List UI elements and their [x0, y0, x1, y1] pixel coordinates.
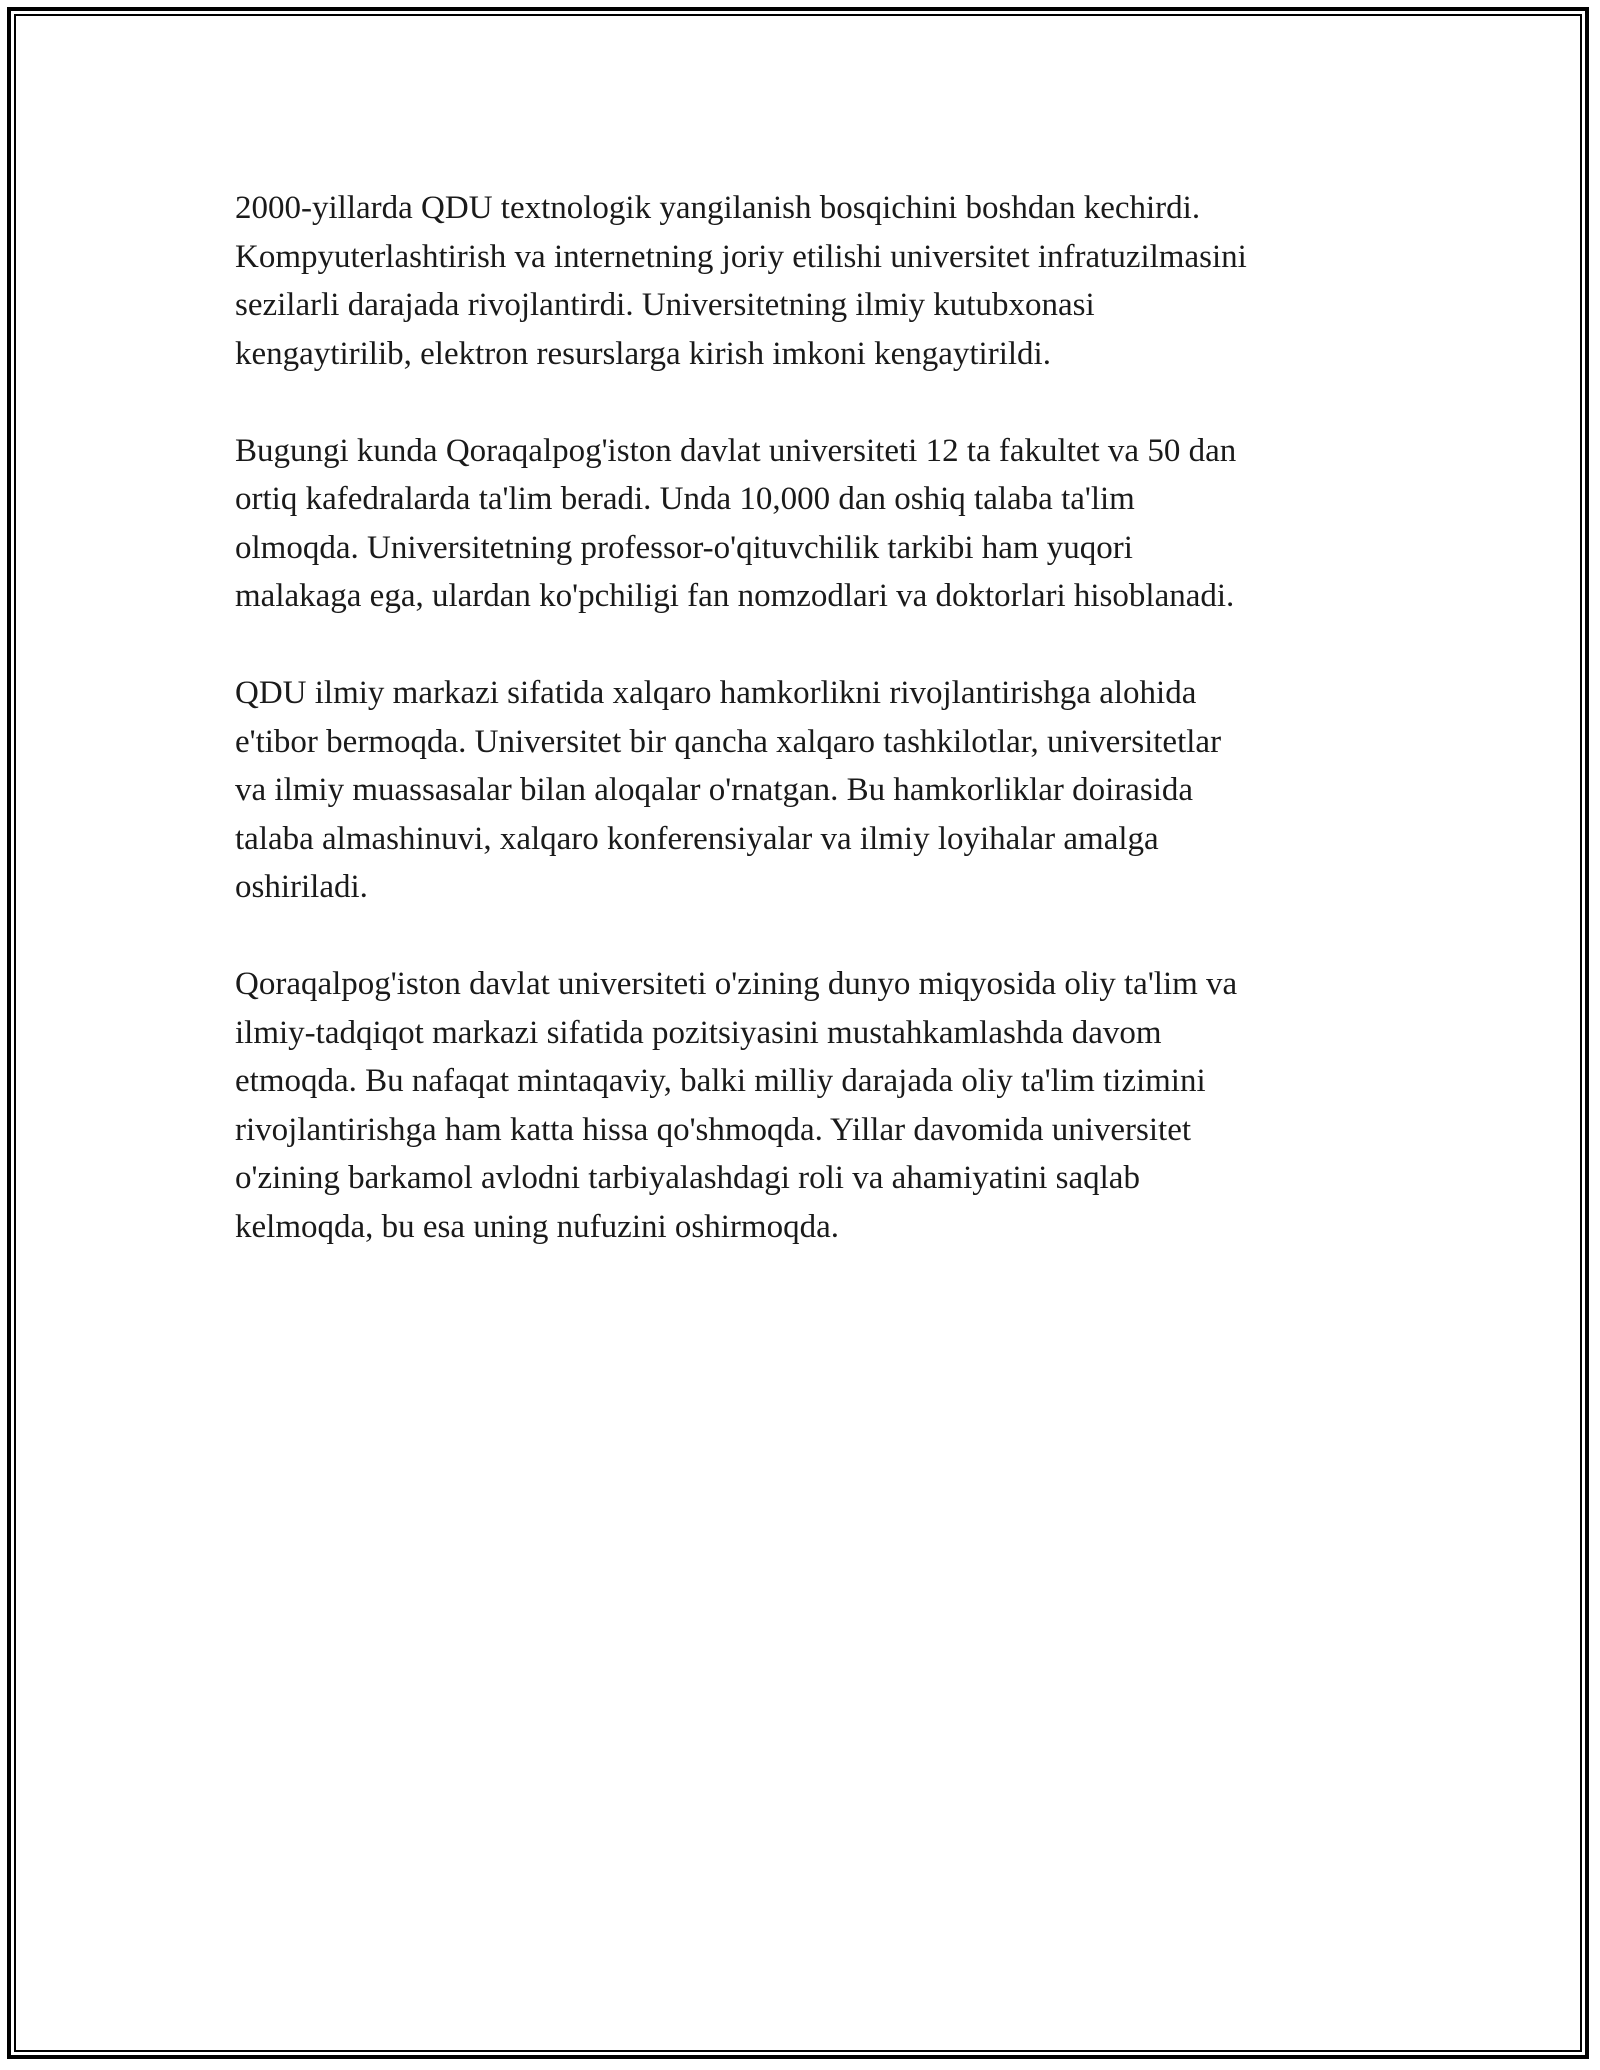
paragraph-3	[235, 669, 1385, 912]
text-line: Bugungi kunda Qoraqalpog'iston davlat universiteti 12 ta fakultet va 50 dan	[235, 432, 1237, 469]
text-line: 2000-yillarda QDU textnologik yangilanish bosqichini boshdan kechirdi.	[235, 190, 1201, 226]
text-line: kelmoqda, bu esa uning nufuzini oshirmoqda.	[235, 1208, 839, 1245]
text-line: olmoqda. Universitetning professor-o'qituvchilik tarkibi ham yuqori	[235, 529, 1133, 566]
text-line: oshiriladi.	[235, 869, 368, 905]
text-line: sezilarli darajada rivojlantirdi. Universitetning ilmiy kutubxonasi	[235, 287, 1095, 323]
paragraph-2	[235, 427, 1385, 621]
paragraph-4	[235, 960, 1385, 1251]
text-line: va ilmiy muassasalar bilan aloqalar o'rnatgan. Bu hamkorliklar doirasida	[235, 772, 1194, 808]
text-line: e'tibor bermoqda. Universitet bir qancha xalqaro tashkilotlar, universitetlar	[235, 723, 1222, 760]
text-line: malakaga ega, ulardan ko'pchiligi fan nomzodlari va doktorlari hisoblanadi.	[235, 578, 1235, 614]
document-body	[235, 184, 1385, 1300]
text-line: rivojlantirishga ham katta hissa qo'shmoqda. Yillar davomida universitet	[235, 1111, 1192, 1148]
text-line: etmoqda. Bu nafaqat mintaqaviy, balki milliy darajada oliy ta'lim tizimini	[235, 1063, 1206, 1099]
text-line: kengaytirilib, elektron resurslarga kirish imkoni kengaytirildi.	[235, 335, 1051, 372]
paragraph-1	[235, 184, 1385, 378]
text-line: talaba almashinuvi, xalqaro konferensiyalar va ilmiy loyihalar amalga	[235, 820, 1159, 857]
text-line: ortiq kafedralarda ta'lim beradi. Unda 10,000 dan oshiq talaba ta'lim	[235, 481, 1135, 517]
text-line: QDU ilmiy markazi sifatida xalqaro hamkorlikni rivojlantirishga alohida	[235, 675, 1197, 711]
text-line: Qoraqalpog'iston davlat universiteti o'zining dunyo miqyosida oliy ta'lim va	[235, 966, 1238, 1002]
text-line: o'zining barkamol avlodni tarbiyalashdagi roli va ahamiyatini saqlab	[235, 1160, 1140, 1196]
text-line: Kompyuterlashtirish va internetning joriy etilishi universitet infratuzilmasini	[235, 238, 1247, 275]
text-line: ilmiy-tadqiqot markazi sifatida pozitsiyasini mustahkamlashda davom	[235, 1014, 1162, 1051]
